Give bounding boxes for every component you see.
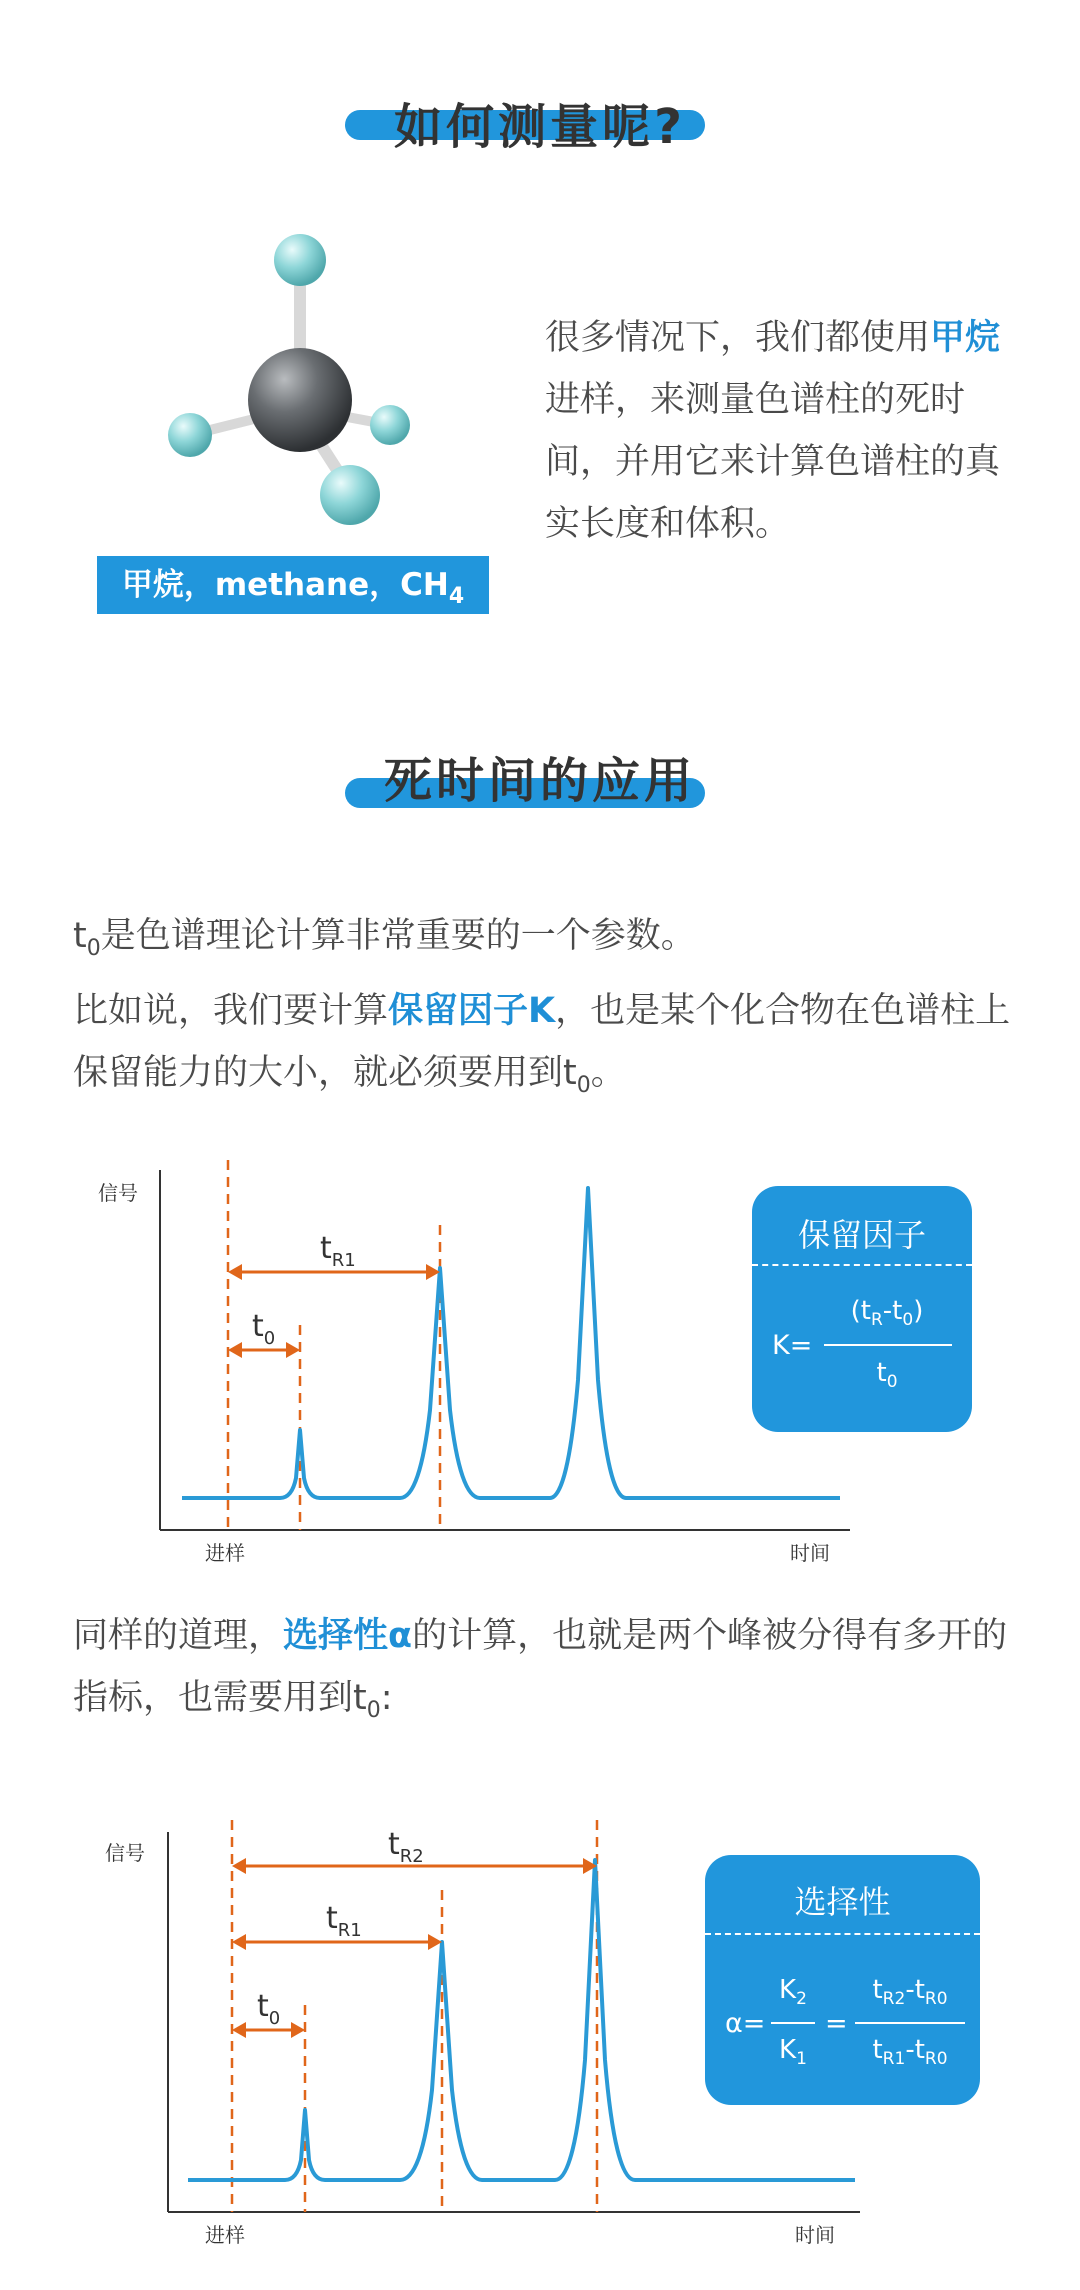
y-axis-label: 信号 [98, 1181, 138, 1205]
section-title-text: 如何测量呢? [394, 99, 686, 155]
t0-label: $t_0$ [257, 1989, 281, 2029]
methane-label-text: 甲烷，methane，CH [121, 567, 449, 603]
tr1-label: $t_{R1}$ [326, 1901, 362, 1941]
methane-label-subscript: 4 [448, 584, 465, 609]
t0-label: $t_0$ [252, 1309, 276, 1349]
intro-line-2: 比如说，我们要计算保留因子K，也是某个化合物在色谱柱上保留能力的大小，就必须要用到$t_0$。 [73, 991, 1011, 1098]
x-axis-end-label: 时间 [790, 1541, 830, 1565]
y-axis-label: 信号 [105, 1841, 145, 1865]
section-title-text: 死时间的应用 [383, 753, 696, 809]
methane-paragraph [545, 307, 1025, 555]
section-title-application [0, 742, 1080, 812]
x-axis-start-label: 进样 [205, 2223, 245, 2247]
selectivity-numerator: $t_{R2}-t_{R0}$ [872, 1975, 948, 2010]
formula-lhs: K= [772, 1330, 813, 1361]
tr2-label: $t_{R2}$ [388, 1827, 424, 1867]
tr1-label: $t_{R1}$ [320, 1231, 356, 1271]
selectivity-card [705, 1855, 980, 2105]
x-axis-start-label: 进样 [205, 1541, 245, 1565]
chromatogram-curve [182, 1188, 840, 1498]
k1-denominator: $K_1$ [779, 2035, 807, 2070]
k2-numerator: $K_2$ [779, 1975, 807, 2010]
retention-factor-card [752, 1186, 972, 1432]
formula-numerator: $(t_R-t_0)$ [850, 1296, 924, 1331]
para-seg-1: 很多情况下，我们都使用 [545, 318, 931, 358]
x-axis-end-label: 时间 [795, 2223, 835, 2247]
methane-molecule-image [150, 220, 450, 540]
retention-factor-highlight: 保留因子K [388, 991, 556, 1031]
para-seg-highlight: 甲烷 [930, 318, 1001, 358]
selectivity-highlight: 选择性α [283, 1616, 413, 1656]
intro-paragraph [73, 905, 1023, 1117]
intro-line-1: $t_0$是色谱理论计算非常重要的一个参数。 [73, 916, 696, 961]
para-seg-3: 进样，来测量色谱柱的死时间，并用它来计算色谱柱的真实长度和体积。 [545, 380, 1001, 544]
section-title-measure [0, 88, 1080, 158]
card-title: 选择性 [794, 1883, 891, 1921]
chromatogram-diagram-1 [70, 1160, 860, 1580]
selectivity-denominator: $t_{R1}-t_{R0}$ [872, 2035, 948, 2070]
equals-sign: = [825, 2008, 848, 2039]
formula-denominator: $t_0$ [876, 1358, 898, 1393]
methane-label [97, 556, 489, 614]
selectivity-paragraph: 同样的道理，选择性α的计算，也就是两个峰被分得有多开的指标，也需要用到$t_0$: [73, 1616, 1008, 1723]
card-title: 保留因子 [797, 1216, 926, 1254]
alpha-lhs: α= [725, 2008, 766, 2039]
